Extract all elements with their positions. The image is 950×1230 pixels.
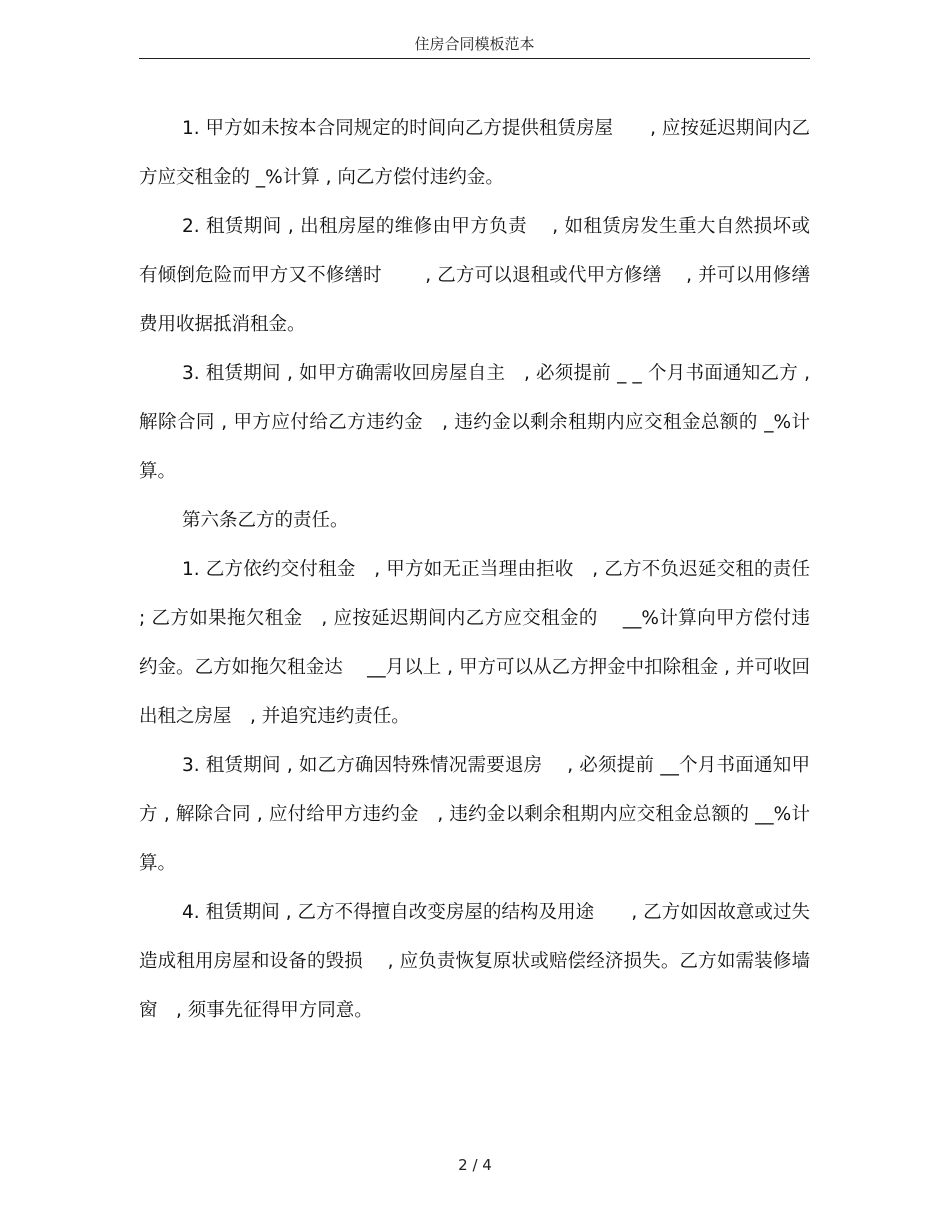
page-number: 2 / 4 — [458, 1156, 492, 1174]
section-heading-tenant-duties: 第六条乙方的责任。 — [182, 510, 349, 531]
document-title: 住房合同模板范本 — [414, 35, 535, 53]
page-footer — [0, 1156, 950, 1174]
document-body — [139, 104, 810, 1035]
paragraph-landlord-clause-3: 3. 租赁期间 , 如甲方确需收回房屋自主 , 必须提前 _ _ 个月书面通知乙方 , 解除合同 , 甲方应付给乙方违约金 , 违约金以剩余租期内应交租金总额的 _%计算。 — [139, 363, 810, 482]
paragraph-landlord-clause-1: 1. 甲方如未按本合同规定的时间向乙方提供租赁房屋 , 应按延迟期间内乙方应交租金的 _%计算 , 向乙方偿付违约金。 — [139, 118, 810, 188]
paragraph-tenant-clause-4: 4. 租赁期间 , 乙方不得擅自改变房屋的结构及用途 , 乙方如因故意或过失造成租用房屋和设备的毁损 , 应负责恢复原状或赔偿经济损失。乙方如需装修墙窗 , 须事先征得甲方同意。 — [139, 902, 810, 1021]
paragraph-tenant-clause-1: 1. 乙方依约交付租金 , 甲方如无正当理由拒收 , 乙方不负迟延交租的责任 ; 乙方如果拖欠租金 , 应按延迟期间内乙方应交租金的 __%计算向甲方偿付违约金。乙方如拖欠租金达 __月以上 , 甲方可以从乙方押金中扣除租金 , 并可收回出租之房屋 , 并追究违约责任。 — [139, 559, 810, 727]
page-header — [139, 30, 810, 59]
paragraph-landlord-clause-2: 2. 租赁期间 , 出租房屋的维修由甲方负责 , 如租赁房发生重大自然损坏或有倾倒危险而甲方又不修缮时 , 乙方可以退租或代甲方修缮 , 并可以用修缮费用收据抵消租金。 — [139, 216, 810, 335]
paragraph-tenant-clause-3: 3. 租赁期间 , 如乙方确因特殊情况需要退房 , 必须提前 __个月书面通知甲方 , 解除合同 , 应付给甲方违约金 , 违约金以剩余租期内应交租金总额的 __%计算。 — [139, 755, 810, 874]
